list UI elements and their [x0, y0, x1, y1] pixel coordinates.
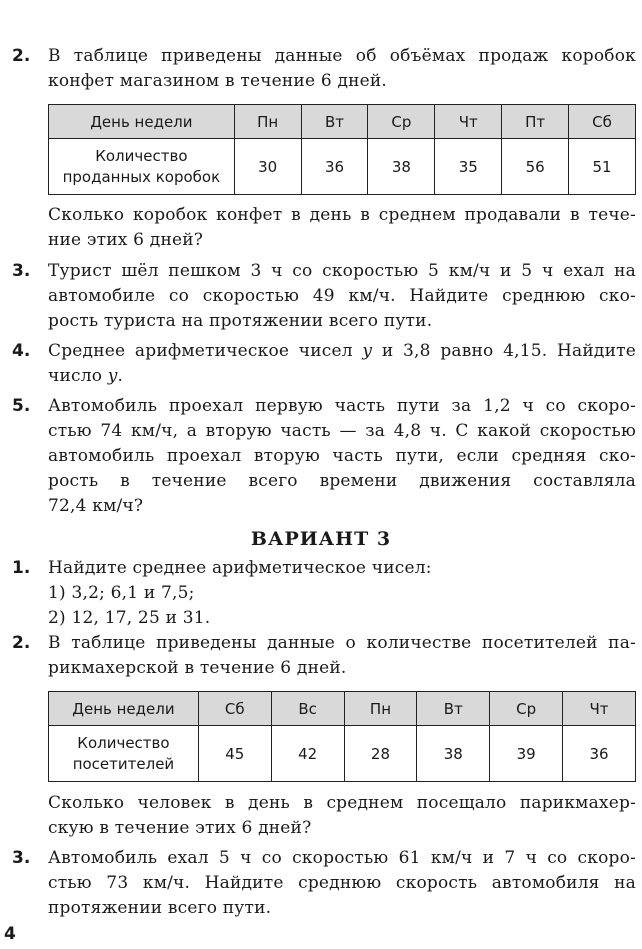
problem-text: Найдите среднее арифметическое чисел: 1) 3,2; 6,1 и 7,5; 2) 12, 17, 25 и 31. [48, 558, 432, 628]
table-cell: 38 [417, 726, 490, 782]
v3-problem-3 [12, 846, 636, 921]
table-header-row [49, 105, 636, 139]
problem-number: 2. [12, 633, 31, 653]
table-header-day: Ср [368, 105, 435, 139]
table-header-day: Вт [301, 105, 368, 139]
table-header-day: Вс [271, 692, 344, 726]
problem-2 [12, 44, 636, 94]
problem-number: 3. [12, 261, 31, 281]
problem-text: Автомобиль ехал 5 ч со скоростью 61 км/ч и 7 ч со скоро- стью 73 км/ч. Найдите среднюю скорость автомобиля на протяжении всего пути. [48, 848, 636, 918]
problem-3 [12, 259, 636, 334]
problem-text: В таблице приведены данные об объёмах продаж коробок конфет магазином в течение 6 дней. [48, 46, 636, 91]
problem-number: 2. [12, 46, 31, 66]
problem-text: Среднее арифметическое чисел y и 3,8 равно 4,15. Найдите число y. [48, 341, 636, 386]
problem-number: 5. [12, 396, 31, 416]
table-cell: 36 [563, 726, 636, 782]
table-header-day: Чт [435, 105, 502, 139]
table-header-day: Пн [344, 692, 417, 726]
table-row [49, 726, 636, 782]
table-header-day: Вт [417, 692, 490, 726]
table-header-day: Сб [569, 105, 636, 139]
table-cell: 51 [569, 139, 636, 195]
visitors-table [48, 691, 636, 782]
table-cell: 35 [435, 139, 502, 195]
table-cell: 36 [301, 139, 368, 195]
table-row-label: Количество посетителей [49, 726, 199, 782]
problem-5 [12, 394, 636, 519]
table-header-day: Чт [563, 692, 636, 726]
table-cell: 38 [368, 139, 435, 195]
table-header-label: День недели [49, 105, 235, 139]
problem-2-question: Сколько коробок конфет в день в среднем продавали в тече- ние этих 6 дней? [48, 205, 636, 250]
table-header-day: Сб [198, 692, 271, 726]
table-header-day: Пн [234, 105, 301, 139]
table-header-day: Пт [502, 105, 569, 139]
v3-problem-2-question: Сколько человек в день в среднем посещало парикмахер- скую в течение этих 6 дней? [48, 793, 636, 838]
table-header-label: День недели [49, 692, 199, 726]
problem-text: Автомобиль проехал первую часть пути за 1,2 ч со скоро- стью 74 км/ч, а вторую часть — за 4,8 ч. С какой скоростью автомобиль проехал вторую часть пути, если средняя ско- рость в течение всего времени движения составляла 72,4 км/ч? [48, 396, 636, 516]
problem-text: В таблице приведены данные о количестве посетителей па- рикмахерской в течение 6 дней. [48, 633, 636, 678]
table-cell: 56 [502, 139, 569, 195]
table-row-label: Количество проданных коробок [49, 139, 235, 195]
table-header-day: Ср [490, 692, 563, 726]
table-row [49, 139, 636, 195]
section-title: ВАРИАНТ 3 [250, 528, 392, 550]
v3-problem-2 [12, 631, 636, 681]
table-cell: 30 [234, 139, 301, 195]
problem-number: 4. [12, 341, 31, 361]
table-cell: 42 [271, 726, 344, 782]
table-cell: 28 [344, 726, 417, 782]
sales-table [48, 104, 636, 195]
v3-problem-1 [12, 556, 636, 631]
page-number: 4 [4, 924, 16, 944]
table-header-row [49, 692, 636, 726]
problem-number: 1. [12, 558, 31, 578]
problem-number: 3. [12, 848, 31, 868]
problem-4 [12, 339, 636, 389]
table-cell: 39 [490, 726, 563, 782]
problem-text: Турист шёл пешком 3 ч со скоростью 5 км/ч и 5 ч ехал на автомобиле со скоростью 49 км/ч. Найдите среднюю ско- рость туриста на протяжении всего пути. [48, 261, 636, 331]
table-cell: 45 [198, 726, 271, 782]
